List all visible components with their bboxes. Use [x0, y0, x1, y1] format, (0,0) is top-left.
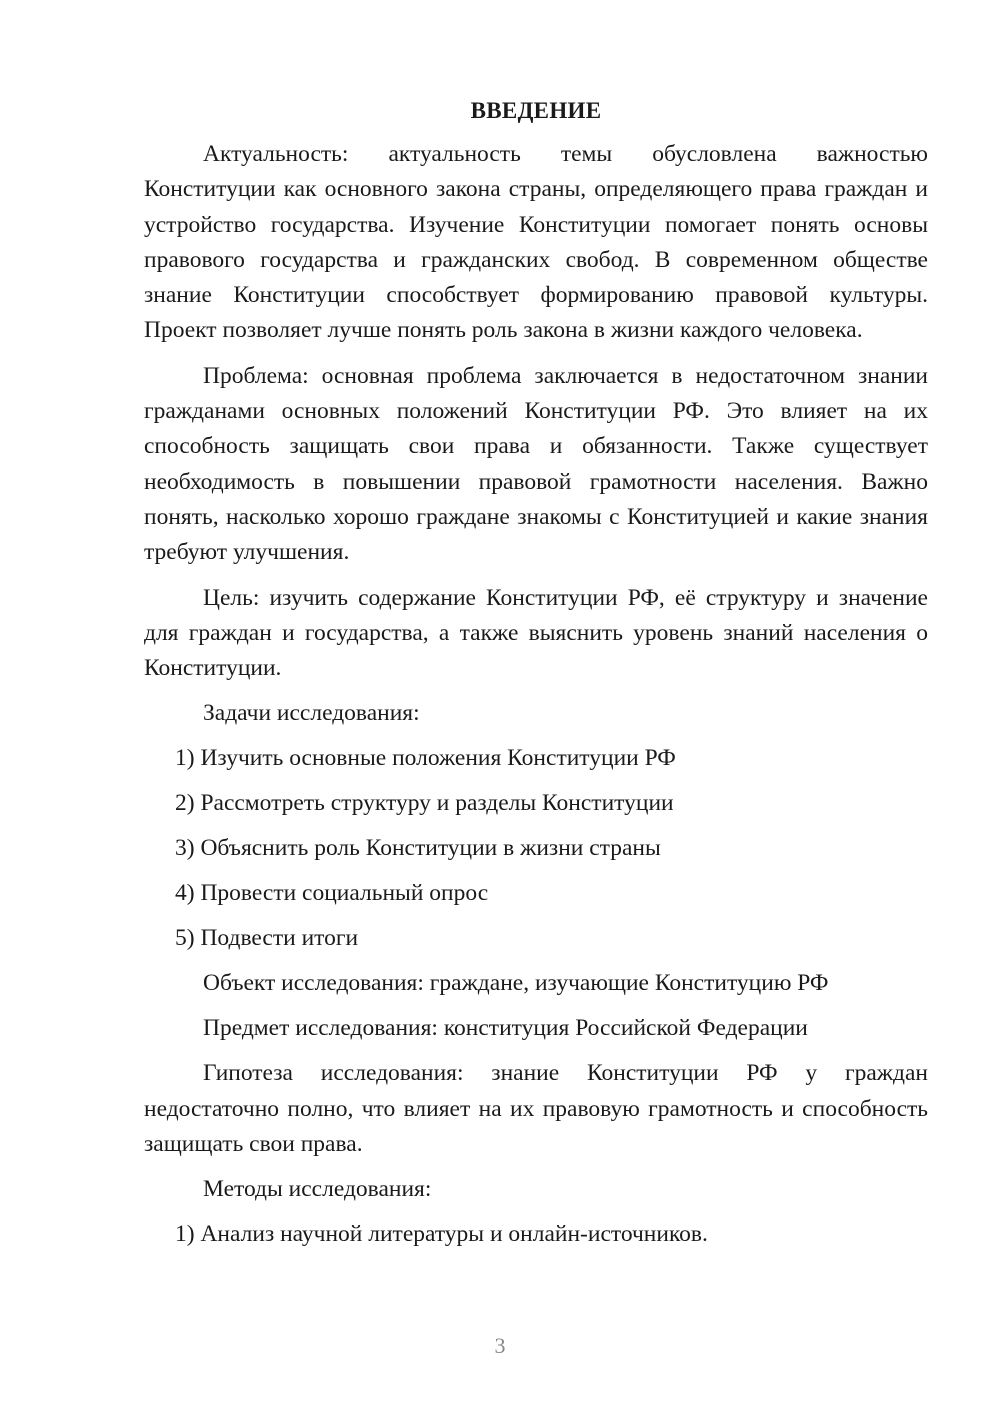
list-item: 5) Подвести итоги [175, 925, 359, 952]
object-paragraph: Объект исследования: граждане, изучающие Конституцию РФ [203, 970, 829, 997]
subject-paragraph: Предмет исследования: конституция Российской Федерации [203, 1015, 808, 1042]
problem-paragraph: Проблема: основная проблема заключается в недостаточном знании гражданами основных положений Конституции РФ. Это влияет на их способность защищать свои права и обязанности. Также существует необходимость в повышении правовой грамотности населения. Важно понять, насколько хорошо граждане знакомы с Конституцией и какие знания требуют улучшения. [144, 362, 928, 566]
page-number: 3 [494, 1333, 506, 1358]
list-item: 4) Провести социальный опрос [175, 880, 489, 907]
methods-list [144, 1217, 928, 1252]
methods-heading: Методы исследования: [203, 1176, 432, 1203]
list-item: 1) Анализ научной литературы и онлайн-источников. [175, 1221, 708, 1248]
page-title: ВВЕДЕНИЕ [470, 98, 602, 123]
tasks-list [144, 741, 928, 956]
list-item: 2) Рассмотреть структуру и разделы Конституции [175, 790, 674, 817]
list-item: 1) Изучить основные положения Конституции РФ [175, 745, 676, 772]
tasks-heading: Задачи исследования: [203, 700, 420, 727]
relevance-paragraph: Актуальность: актуальность темы обусловлена важностью Конституции как основного закона страны, определяющего права граждан и устройство государства. Изучение Конституции помогает понять основы правового государства и гражданских свобод. В современном обществе знание Конституции способствует формированию правовой культуры. Проект позволяет лучше понять роль закона в жизни каждого человека. [144, 141, 928, 344]
hypothesis-paragraph: Гипотеза исследования: знание Конституции РФ у граждан недостаточно полно, что влияет на их правовую грамотность и способность защищать свои права. [144, 1060, 928, 1158]
page-content [144, 94, 928, 1262]
list-item: 3) Объяснить роль Конституции в жизни страны [175, 835, 661, 862]
goal-paragraph: Цель: изучить содержание Конституции РФ, её структуру и значение для граждан и государства, а также выяснить уровень знаний населения о Конституции. [144, 584, 928, 682]
